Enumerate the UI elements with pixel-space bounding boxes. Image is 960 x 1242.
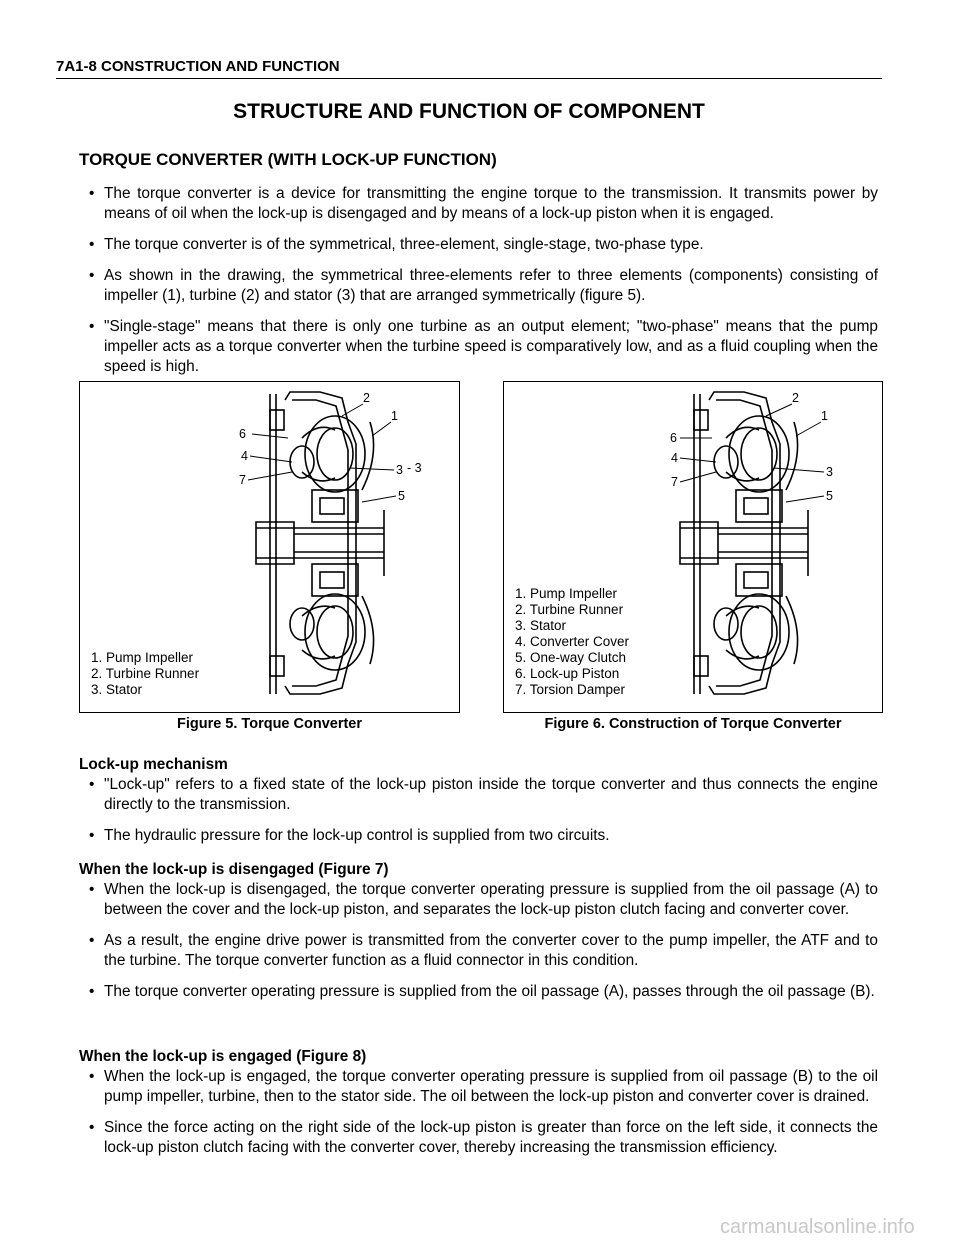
callout-7: 7 <box>239 473 246 487</box>
callout-3-dash: - 3 <box>407 461 422 475</box>
legend-item: 7. Torsion Damper <box>515 682 626 697</box>
callout-4: 4 <box>671 451 678 465</box>
legend-item: 6. Lock-up Piston <box>515 666 620 681</box>
torque-converter-drawing <box>680 392 808 694</box>
page-header: 7A1-8 CONSTRUCTION AND FUNCTION <box>56 58 882 79</box>
intro-bullet: • The torque converter is a device for transmitting the engine torque to the transmission. It transmits power by means of oil when the lock-up is disengaged and by means of a lock-up piston when it is engaged. <box>104 184 878 224</box>
engaged-bullet: • Since the force acting on the right side of the lock-up piston is greater than force on the left side, it connects the lock-up piston clutch facing with the converter cover, thereby increasing the transmission efficiency. <box>104 1118 878 1158</box>
callout-2: 2 <box>792 391 799 405</box>
legend-item: 2. Turbine Runner <box>515 602 624 617</box>
section-title: TORQUE CONVERTER (WITH LOCK-UP FUNCTION) <box>79 150 497 169</box>
main-title: STRUCTURE AND FUNCTION OF COMPONENT <box>233 100 705 123</box>
lockup-bullet-list <box>104 775 878 857</box>
figure-5 <box>79 381 460 713</box>
figure-5-caption: Figure 5. Torque Converter <box>176 716 363 732</box>
lockup-bullet: • "Lock-up" refers to a fixed state of the lock-up piston inside the torque converter and thus connects the engine directly to the transmission. <box>104 775 878 815</box>
disengaged-bullet: • When the lock-up is disengaged, the torque converter operating pressure is supplied from the oil passage (A) to between the cover and the lock-up piston, and separates the lock-up piston clutch facing and converter cover. <box>104 880 878 920</box>
legend-item: 3. Stator <box>515 618 567 633</box>
callout-6: 6 <box>670 431 677 445</box>
torque-converter-drawing <box>256 392 384 694</box>
callout-1: 1 <box>821 409 828 423</box>
intro-bullet-list <box>104 184 878 388</box>
legend-item: 1. Pump Impeller <box>515 586 618 601</box>
legend-item: 5. One-way Clutch <box>515 650 627 665</box>
intro-bullet: • "Single-stage" means that there is only one turbine as an output element; "two-phase" means that the pump impeller acts as a torque converter when the turbine speed is comparatively low, and as a fluid coupling when the speed is high. <box>104 317 878 377</box>
disengaged-title: When the lock-up is disengaged (Figure 7) <box>79 861 389 878</box>
engaged-title: When the lock-up is engaged (Figure 8) <box>79 1048 367 1065</box>
callout-2: 2 <box>363 391 370 405</box>
callout-leaders <box>680 404 824 502</box>
legend-item: 3. Stator <box>91 682 143 697</box>
lockup-title: Lock-up mechanism <box>79 756 228 773</box>
callout-6: 6 <box>239 427 246 441</box>
figure-6-legend <box>515 586 629 698</box>
disengaged-bullet: • As a result, the engine drive power is transmitted from the converter cover to the pump impeller, the ATF and to the turbine. The torque converter function as a fluid connector in this condition. <box>104 931 878 971</box>
figure-5-legend <box>91 650 199 698</box>
disengaged-bullet: • The torque converter operating pressure is supplied from the oil passage (A), passes through the oil passage (B). <box>104 982 878 1002</box>
callout-7: 7 <box>671 475 678 489</box>
watermark: carmanualsonline.info <box>720 1216 915 1238</box>
figure-6 <box>503 381 883 713</box>
lockup-bullet: • The hydraulic pressure for the lock-up control is supplied from two circuits. <box>104 826 878 846</box>
engaged-bullet-list <box>104 1067 878 1169</box>
callout-5: 5 <box>398 489 405 503</box>
legend-item: 4. Converter Cover <box>515 634 630 649</box>
engaged-bullet: • When the lock-up is engaged, the torque converter operating pressure is supplied from oil passage (B) to the oil pump impeller, turbine, then to the stator side. The oil between the lock-up piston and converter cover is drained. <box>104 1067 878 1107</box>
callout-4: 4 <box>241 449 248 463</box>
intro-bullet: • The torque converter is of the symmetrical, three-element, single-stage, two-phase type. <box>104 235 878 255</box>
intro-bullet: • As shown in the drawing, the symmetrical three-elements refer to three elements (components) consisting of impeller (1), turbine (2) and stator (3) that are arranged symmetrically (figure 5). <box>104 266 878 306</box>
disengaged-bullet-list <box>104 880 878 1013</box>
callout-3: 3 <box>396 463 403 477</box>
legend-item: 2. Turbine Runner <box>91 666 200 681</box>
legend-item: 1. Pump Impeller <box>91 650 194 665</box>
callout-5: 5 <box>826 489 833 503</box>
callout-3: 3 <box>826 465 833 479</box>
callout-1: 1 <box>391 409 398 423</box>
figure-6-caption: Figure 6. Construction of Torque Converter <box>544 716 842 732</box>
